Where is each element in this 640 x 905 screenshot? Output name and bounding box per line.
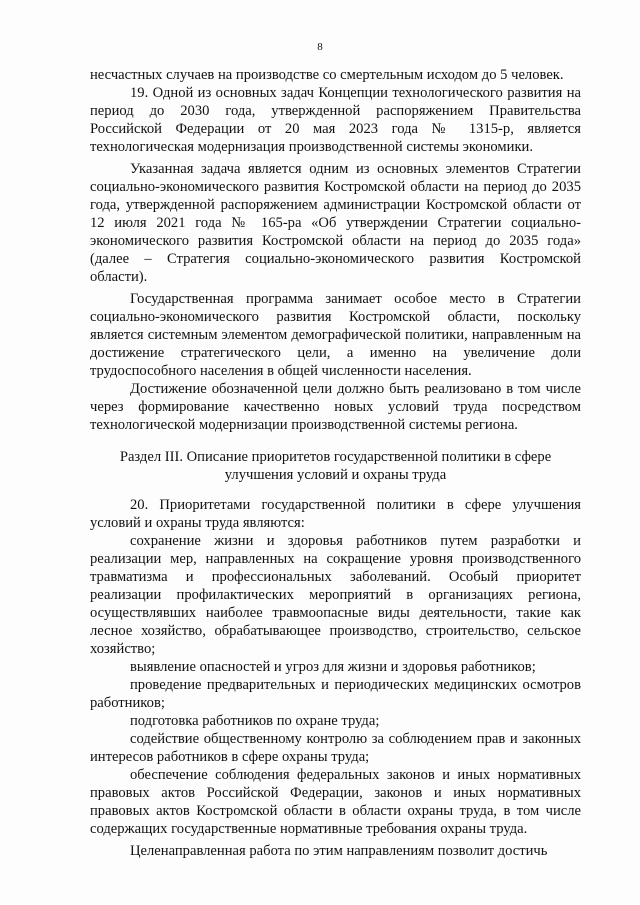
paragraph-goal-achievement: Достижение обозначенной цели должно быть реализовано в том числе через формирование качественно новых условий труда посредством технологической модернизации производственной системы региона. [90,381,581,433]
section-heading-line-1: Раздел III. Описание приоритетов государственной политики в сфере [119,449,552,465]
priority-item: сохранение жизни и здоровья работников путем разработки и реализации мер, направленных на сокращение уровня производственного травматизма и профессиональных заболеваний. Особый приоритет реализации профилактических мероприятий в организациях региона, осуществлявших наиболее травмоопасные виды деятельности, такие как лесное хозяйство, обрабатывающее производство, строительство, сельское хозяйство; [90,533,581,657]
document-body [90,66,581,860]
priority-item: обеспечение соблюдения федеральных законов и иных нормативных правовых актов Российской Федерации, законов и иных нормативных правовых актов Костромской области в области охраны труда, в том числе содержащих государственные нормативные требования охраны труда. [90,767,581,837]
paragraph-continuation: несчастных случаев на производстве со смертельным исходом до 5 человек. [90,67,564,83]
priority-item: содействие общественному контролю за соблюдением прав и законных интересов работников в сфере охраны труда; [90,731,581,765]
section-heading-line-2: улучшения условий и охраны труда [224,467,447,483]
paragraph-20: 20. Приоритетами государственной политики в сфере улучшения условий и охраны труда являются: [90,497,581,531]
priority-item: проведение предварительных и периодических медицинских осмотров работников; [90,677,581,711]
paragraph-state-program: Государственная программа занимает особое место в Стратегии социально-экономического развития Костромской области, поскольку является системным элементом демографической политики, направленным на достижение стратегического цели, а именно на увеличение доли трудоспособного населения в общей численности населения. [90,291,581,379]
paragraph-targeted-work: Целенаправленная работа по этим направлениям позволит достичь [130,843,548,859]
priority-item: выявление опасностей и угроз для жизни и здоровья работников; [130,659,536,675]
page-number: 8 [317,41,323,53]
priority-item: подготовка работников по охране труда; [130,713,380,729]
paragraph-19: 19. Одной из основных задач Концепции технологического развития на период до 2030 года, утвержденной распоряжением Правительства Российской Федерации от 20 мая 2023 года № 1315-р, является технологическая модернизация производственной системы экономики. [90,85,581,155]
section-heading [90,448,581,484]
paragraph-strategy-task: Указанная задача является одним из основных элементов Стратегии социально-экономического развития Костромской области на период до 2035 года, утвержденной распоряжением администрации Костромской области от 12 июля 2021 года № 165-ра «Об утверждении Стратегии социально-экономического развития Костромской области на период до 2035 года» (далее – Стратегия социально-экономического развития Костромской области). [90,161,581,285]
